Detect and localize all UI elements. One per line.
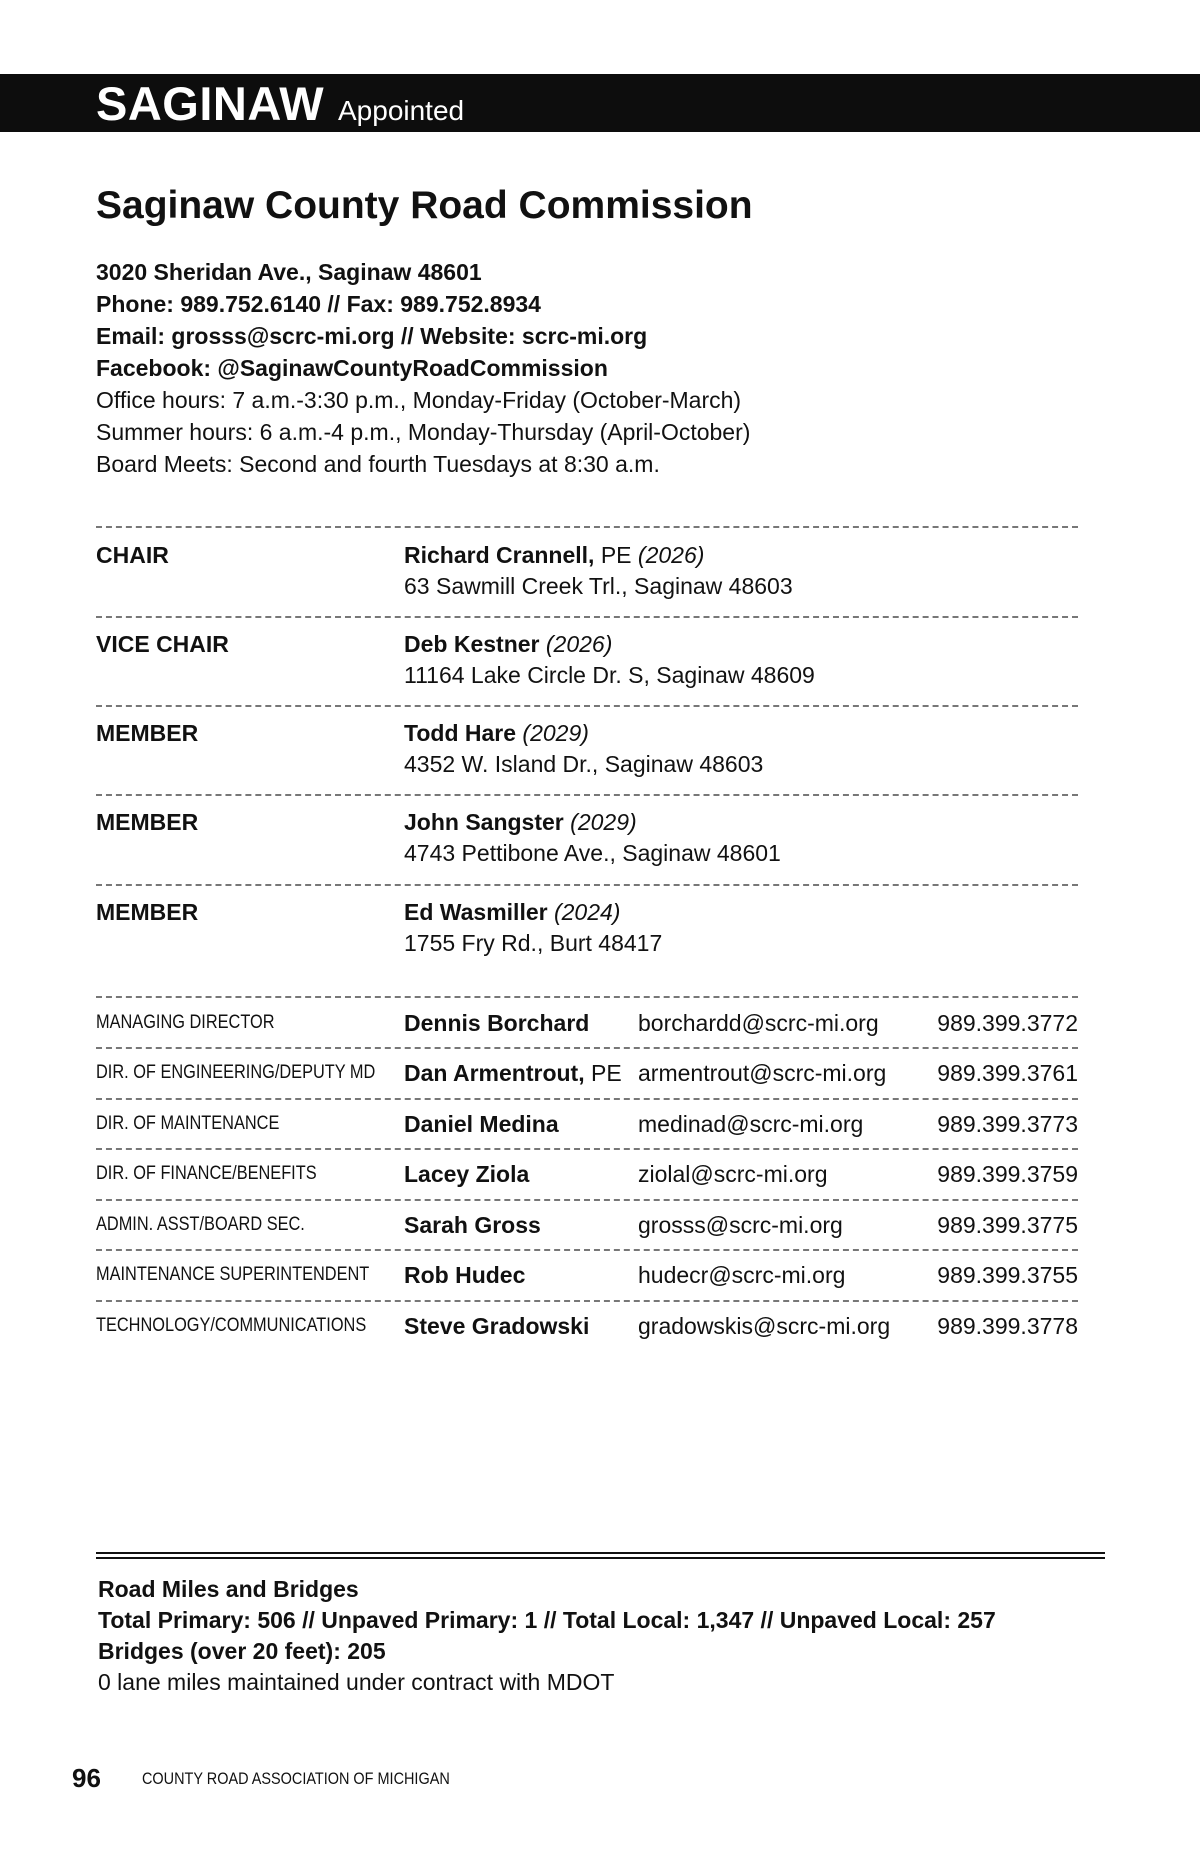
staff-name: Daniel Medina [404,1111,559,1137]
staff-row [96,1048,1078,1098]
staff-phone: 989.399.3761 [937,1060,1078,1086]
board-term: (2024) [553,899,621,925]
board-term: (2026) [545,631,613,657]
staff-credential: PE [584,1060,622,1086]
divider [96,705,1078,707]
board-role: MEMBER [96,899,199,925]
staff-email: armentrout@scrc-mi.org [638,1060,887,1086]
board-member-name: Ed Wasmiller [404,899,548,925]
county-header-bar [0,74,1200,132]
staff-title: TECHNOLOGY/COMMUNICATIONS [96,1315,367,1336]
road-miles-heading: Road Miles and Bridges [98,1576,359,1602]
board-member-name: Deb Kestner [404,631,540,657]
board-role: CHAIR [96,542,169,568]
board-address: 63 Sawmill Creek Trl., Saginaw 48603 [404,573,793,599]
board-address: 4352 W. Island Dr., Saginaw 48603 [404,751,764,777]
section-double-rule [96,1552,1105,1559]
staff-phone: 989.399.3773 [937,1111,1078,1137]
board-row [96,710,1078,790]
org-address: 3020 Sheridan Ave., Saginaw 48601 [96,259,482,285]
mdot-contract: 0 lane miles maintained under contract with MDOT [98,1669,615,1695]
publisher-name: COUNTY ROAD ASSOCIATION OF MICHIGAN [142,1769,450,1788]
board-meets: Board Meets: Second and fourth Tuesdays at 8:30 a.m. [96,451,660,477]
org-facebook: Facebook: @SaginawCountyRoadCommission [96,355,608,381]
staff-name-cell [404,1311,589,1341]
board-person [404,897,662,959]
staff-name: Lacey Ziola [404,1161,530,1187]
divider [96,616,1078,618]
board-row [96,799,1078,879]
staff-row [96,1149,1078,1199]
road-miles-block [98,1574,996,1698]
board-person [404,540,793,602]
staff-name-cell [404,1210,541,1240]
board-role: MEMBER [96,720,199,746]
staff-phone: 989.399.3778 [937,1313,1078,1339]
staff-email: borchardd@scrc-mi.org [638,1010,879,1036]
staff-phone: 989.399.3759 [937,1161,1078,1187]
staff-title: MANAGING DIRECTOR [96,1012,275,1033]
staff-email: ziolal@scrc-mi.org [638,1161,828,1187]
staff-email: gradowskis@scrc-mi.org [638,1313,891,1339]
staff-row [96,1301,1078,1351]
staff-name: Sarah Gross [404,1212,541,1238]
staff-title: DIR. OF MAINTENANCE [96,1113,280,1134]
staff-name-cell [404,1260,525,1290]
board-term: (2029) [522,720,589,746]
staff-email: medinad@scrc-mi.org [638,1111,864,1137]
board-member-name: John Sangster [404,809,564,835]
divider [96,794,1078,796]
staff-title: MAINTENANCE SUPERINTENDENT [96,1264,370,1285]
county-name: SAGINAW [96,77,325,130]
staff-email: grosss@scrc-mi.org [638,1212,843,1238]
divider [96,884,1078,886]
staff-phone: 989.399.3775 [937,1212,1078,1238]
staff-row [96,1099,1078,1149]
org-phone-fax: Phone: 989.752.6140 // Fax: 989.752.8934 [96,291,541,317]
page-number: 96 [72,1763,101,1793]
board-term: (2026) [637,542,705,568]
staff-name: Rob Hudec [404,1262,526,1288]
board-row [96,889,1078,969]
board-person [404,629,815,691]
staff-name-cell [404,1008,589,1038]
board-member-name: Richard Crannell, [404,542,595,568]
staff-name-cell [404,1159,529,1189]
staff-row [96,998,1078,1048]
staff-title: ADMIN. ASST/BOARD SEC. [96,1214,305,1235]
board-address: 4743 Pettibone Ave., Saginaw 48601 [404,840,781,866]
board-member-name: Todd Hare [404,720,517,746]
divider [96,526,1078,528]
office-hours: Office hours: 7 a.m.-3:30 p.m., Monday-Friday (October-March) [96,387,742,413]
board-row [96,532,1078,612]
board-role: VICE CHAIR [96,631,229,657]
staff-name: Dan Armentrout, [404,1060,585,1086]
commission-type: Appointed [338,95,465,126]
staff-phone: 989.399.3755 [937,1262,1078,1288]
board-person [404,718,763,780]
staff-title: DIR. OF ENGINEERING/DEPUTY MD [96,1062,376,1083]
board-address: 11164 Lake Circle Dr. S, Saginaw 48609 [404,662,815,688]
staff-phone: 989.399.3772 [937,1010,1078,1036]
staff-name: Steve Gradowski [404,1313,590,1339]
org-email-website: Email: grosss@scrc-mi.org // Website: scrc-mi.org [96,323,648,349]
staff-name-cell [404,1109,559,1139]
staff-name-cell [404,1058,622,1088]
staff-row [96,1200,1078,1250]
staff-row [96,1250,1078,1300]
bridges-count: Bridges (over 20 feet): 205 [98,1638,386,1664]
board-address: 1755 Fry Rd., Burt 48417 [404,930,663,956]
staff-title: DIR. OF FINANCE/BENEFITS [96,1163,317,1184]
staff-email: hudecr@scrc-mi.org [638,1262,846,1288]
board-role: MEMBER [96,809,199,835]
board-person [404,807,781,869]
board-row [96,621,1078,701]
contact-block [96,256,750,480]
org-name: Saginaw County Road Commission [96,184,753,227]
road-miles-totals: Total Primary: 506 // Unpaved Primary: 1 // Total Local: 1,347 // Unpaved Local: 257 [98,1607,996,1633]
board-term: (2029) [570,809,637,835]
staff-name: Dennis Borchard [404,1010,590,1036]
board-member-credential: PE [594,542,632,568]
summer-hours: Summer hours: 6 a.m.-4 p.m., Monday-Thursday (April-October) [96,419,751,445]
